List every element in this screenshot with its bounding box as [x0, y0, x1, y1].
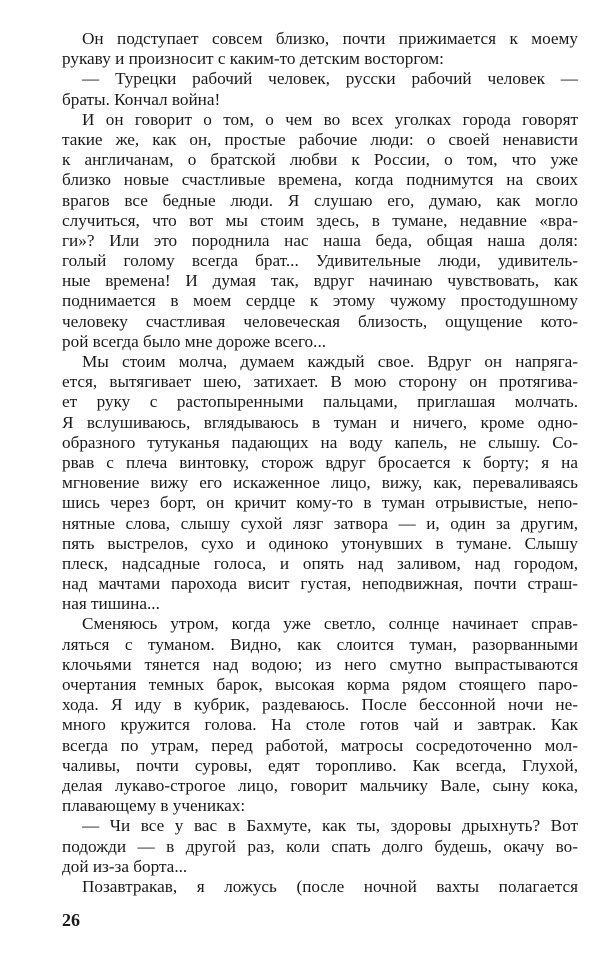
text-line: ная тишина... [62, 594, 160, 614]
paragraph [62, 614, 578, 816]
page-number: 26 [62, 910, 80, 930]
text-line: Сменяюсь утром, когда уже светло, солнце начинает справ- [82, 614, 578, 634]
text-line: браты. Кончал война! [62, 89, 221, 109]
text-line: Мы стоим молча, думаем каждый свое. Вдруг он напряга- [82, 352, 578, 371]
text-line: ги»? Или это породнила нас наша беда, общая наша доля: [62, 230, 578, 250]
text-line: голый голому всегда брат... Удивительные люди, удивитель- [62, 251, 578, 271]
text-line: дой из-за борта... [62, 856, 188, 876]
text-line: подожди — в другой раз, коли спать долго будешь, окачу во- [62, 836, 578, 856]
text-line: хода. Я иду в кубрик, раздеваюсь. После бессонной ночи не- [62, 695, 578, 715]
text-line: к англичанам, о братской любви к России, о том, что уже [62, 150, 578, 170]
text-line: плеск, надсадные голоса, и опять над заливом, над городом, [62, 553, 578, 573]
text-line: такие же, как он, простые рабочие люди: о своей ненависти [62, 129, 578, 149]
text-line: врагов все бедные люди. Я слушаю его, думаю, как могло [62, 190, 578, 210]
text-line: человеку счастливая человеческая близость, ощущение кото- [62, 311, 578, 331]
text-line: И он говорит о том, о чем во всех уголках города говорят [82, 109, 578, 129]
text-line: всегда по утрам, перед работой, матросы сосредоточенно мол- [62, 735, 578, 755]
paragraph [62, 816, 578, 877]
text-line: ется, вытягивает шею, затихает. В мою сторону он протягива- [62, 372, 578, 392]
text-line: клочьями тянется над водою; из него смутно выпрастываются [62, 654, 578, 674]
text-line: — Чи все у вас в Бахмуте, как ты, здоровы дрыхнуть? Вот [82, 816, 578, 836]
text-line: случиться, что вот мы стоим здесь, в тумане, недавние «вра- [62, 210, 578, 230]
text-line: ет руку с растопыренными пальцами, приглашая молчать. [62, 392, 578, 412]
text-line: Позавтракав, я ложусь (после ночной вахты полагается [82, 876, 578, 896]
text-line: нятные слова, слышу сухой лязг затвора — и, один за другим, [62, 513, 578, 533]
text-line: близко новые счастливые времена, когда поднимутся на своих [62, 170, 578, 190]
text-line: много кружится голова. На столе готов чай и завтрак. Как [62, 715, 578, 735]
paragraph [62, 110, 578, 352]
text-line: рвав с плеча винтовку, сторож вдруг бросается к борту; я на [62, 452, 578, 472]
text-line: — Турецки рабочий человек, русски рабочий человек — [82, 69, 578, 89]
text-line: Он подступает совсем близко, почти прижимается к моему [82, 29, 578, 48]
text-line: над мачтами парохода висит густая, неподвижная, почти страш- [62, 574, 578, 594]
page-body-text [62, 29, 578, 897]
text-line: рукаву и произносит с каким-то детским восторгом: [62, 49, 444, 69]
text-line: ные времена! И думая так, вдруг начинаю чувствовать, как [62, 271, 578, 291]
text-line: пять выстрелов, сухо и одиноко утонувших в тумане. Слышу [62, 533, 578, 553]
text-line: мгновение вижу его искаженное лицо, вижу, как, переваливаясь [62, 473, 578, 493]
paragraph [62, 352, 578, 614]
text-line: чаливы, почти суровы, едят торопливо. Как всегда, Глухой, [62, 755, 578, 775]
text-line: плавающему в учениках: [62, 796, 246, 816]
text-line: очертания темных барок, высокая корма рядом стоящего паро- [62, 675, 578, 694]
text-line: ляться с туманом. Видно, как слоится туман, разорванными [62, 634, 578, 654]
text-line: рой всегда было мне дороже всего... [62, 331, 327, 351]
text-line: Я вслушиваюсь, вглядываюсь в туман и ничего, кроме одно- [62, 412, 578, 432]
text-line: делая лукаво-строгое лицо, говорит мальчику Вале, сыну кока, [62, 775, 578, 795]
text-line: образного тутуканья падающих на воду капель, не слышу. Со- [62, 432, 578, 452]
text-line: поднимается в моем сердце к этому чужому простодушному [62, 291, 578, 311]
paragraph [62, 69, 578, 109]
text-line: шись через борт, он кричит кому-то в туман отрывистые, непо- [62, 493, 578, 513]
paragraph [62, 877, 578, 897]
paragraph [62, 29, 578, 69]
